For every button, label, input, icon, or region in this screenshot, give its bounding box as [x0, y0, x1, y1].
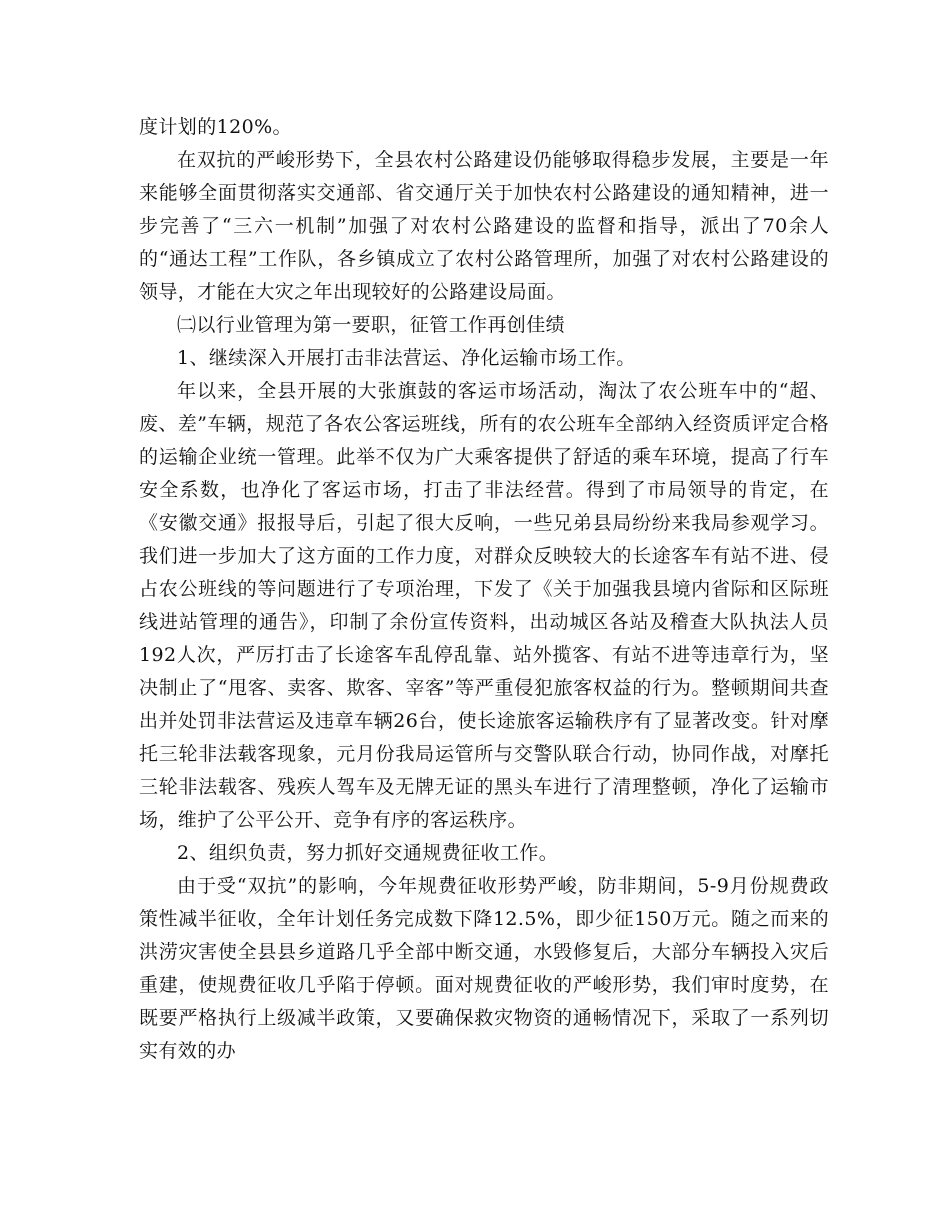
section-heading-industry-management: ㈡以行业管理为第一要职，征管工作再创佳绩: [177, 314, 566, 336]
paragraph-continuation: 度计划的120%。: [139, 116, 292, 138]
document-body: [139, 111, 829, 1068]
paragraph-passenger-market: 年以来，全县开展的大张旗鼓的客运市场活动，淘汰了农公班车中的“超、废、差”车辆，规范了各农公客运班线，所有的农公班车全部纳入经资质评定合格的运输企业统一管理。此举不仅为广大乘客提供了舒适的乘车环境，提高了行车安全系数，也净化了客运市场，打击了非法经营。得到了市局领导的肯定，在《安徽交通》报报导后，引起了很大反响，一些兄弟县局纷纷来我局参观学习。我们进一步加大了这方面的工作力度，对群众反映较大的长途客车有站不进、侵占农公班线的等问题进行了专项治理，下发了《关于加强我县境内省际和区际班线进站管理的通告》，印制了余份宣传资料，出动城区各站及稽查大队执法人员192人次，严厉打击了长途客车乱停乱靠、站外揽客、有站不进等违章行为，坚决制止了“甩客、卖客、欺客、宰客”等严重侵犯旅客权益的行为。整顿期间共查出并处罚非法营运及违章车辆26台，使长途旅客运输秩序有了显著改变。针对摩托三轮非法载客现象，元月份我局运管所与交警队联合行动，协同作战，对摩托三轮非法载客、残疾人驾车及无牌无证的黑头车进行了清理整顿，净化了运输市场，维护了公平公开、竞争有序的客运秩序。: [139, 380, 829, 831]
paragraph-rural-roads: 在双抗的严峻形势下，全县农村公路建设仍能够取得稳步发展，主要是一年来能够全面贯彻落实交通部、省交通厅关于加快农村公路建设的通知精神，进一步完善了“三六一机制”加强了对农村公路建设的监督和指导，派出了70余人的“通达工程”工作队，各乡镇成立了农村公路管理所，加强了对农村公路建设的领导，才能在大灾之年出现较好的公路建设局面。: [139, 149, 829, 303]
subsection-heading-fee-collection: 2、组织负责，努力抓好交通规费征收工作。: [177, 842, 559, 864]
subsection-heading-illegal-operation: 1、继续深入开展打击非法营运、净化运输市场工作。: [177, 347, 636, 369]
paragraph-fee-collection: 由于受“双抗”的影响，今年规费征收形势严峻，防非期间，5-9月份规费政策性减半征收，全年计划任务完成数下降12.5%，即少征150万元。随之而来的洪涝灾害使全县县乡道路几乎全部中断交通，水毁修复后，大部分车辆投入灾后重建，使规费征收几乎陷于停顿。面对规费征收的严峻形势，我们审时度势，在既要严格执行上级减半政策，又要确保救灾物资的通畅情况下，采取了一系列切实有效的办: [139, 875, 829, 1062]
